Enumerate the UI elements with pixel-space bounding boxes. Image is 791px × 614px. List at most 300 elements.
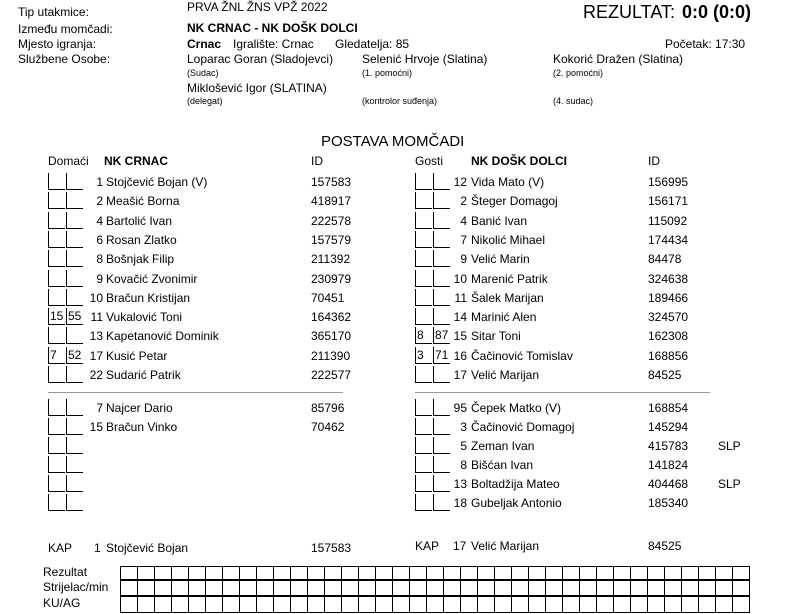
sub-minute-box[interactable] bbox=[433, 475, 450, 492]
player-number: 4 bbox=[96, 213, 103, 228]
player-number: 4 bbox=[460, 213, 467, 228]
player-id: 115092 bbox=[648, 213, 688, 228]
player-id: 324570 bbox=[648, 310, 689, 325]
sub-time-box[interactable] bbox=[415, 308, 432, 325]
sub-time-box[interactable] bbox=[415, 437, 432, 454]
scorer-cell[interactable] bbox=[562, 580, 580, 596]
scorer-cell[interactable] bbox=[307, 580, 325, 596]
scorer-cell[interactable] bbox=[494, 566, 512, 580]
official-name: Miklošević Igor (SLATINA) bbox=[187, 81, 327, 95]
player-name: Kapetanović Dominik bbox=[106, 329, 219, 344]
sub-minute-box[interactable] bbox=[66, 250, 83, 267]
scorer-cell[interactable] bbox=[426, 566, 444, 580]
scorer-cell[interactable] bbox=[273, 566, 291, 580]
sub-time-box[interactable] bbox=[48, 173, 65, 190]
player-id: 145294 bbox=[648, 420, 689, 434]
scorer-cell[interactable] bbox=[562, 596, 580, 613]
scorer-cell[interactable] bbox=[171, 596, 189, 613]
tip-label: Tip utakmice: bbox=[18, 5, 89, 19]
sub-minute-box[interactable] bbox=[66, 494, 83, 511]
sub-minute-box[interactable] bbox=[66, 173, 83, 190]
scorer-cell[interactable] bbox=[477, 566, 495, 580]
scorer-cell[interactable] bbox=[460, 596, 478, 613]
sub-time-box[interactable] bbox=[48, 250, 65, 267]
footer-scorer-label: Strijelac/min bbox=[43, 580, 109, 594]
scorer-cell[interactable] bbox=[494, 580, 512, 596]
sub-minute-box[interactable] bbox=[66, 231, 83, 248]
scorer-cell[interactable] bbox=[732, 566, 750, 580]
official-role: (2. pomoćni) bbox=[553, 68, 604, 78]
scorer-cell[interactable] bbox=[375, 580, 393, 596]
scorer-cell[interactable] bbox=[290, 580, 308, 596]
player-name: Stojčević Bojan (V) bbox=[106, 175, 208, 189]
scorer-cell[interactable] bbox=[596, 566, 614, 580]
sub-minute-box[interactable] bbox=[433, 418, 450, 435]
scorer-cell[interactable] bbox=[409, 566, 427, 580]
scorer-cell[interactable] bbox=[392, 580, 410, 596]
scorer-cell[interactable] bbox=[647, 596, 665, 613]
official-name: Loparac Goran (Sladojevci) bbox=[187, 52, 334, 66]
scorer-cell[interactable] bbox=[358, 596, 376, 613]
sub-time-box[interactable] bbox=[415, 494, 432, 511]
lineup-title: POSTAVA MOMČADI bbox=[321, 133, 465, 150]
scorer-cell[interactable] bbox=[137, 580, 155, 596]
player-name: Bišćan Ivan bbox=[471, 458, 534, 472]
sub-minute-box[interactable] bbox=[66, 327, 83, 344]
player-number: 17 bbox=[453, 368, 467, 382]
scorer-cell[interactable] bbox=[205, 566, 223, 580]
sub-minute-box[interactable] bbox=[433, 250, 450, 267]
sub-minute-box[interactable] bbox=[66, 437, 83, 454]
sub-minute-box[interactable]: 87 bbox=[435, 328, 449, 343]
player-name: Čačinović Domagoj bbox=[471, 420, 575, 434]
player-id: 211392 bbox=[311, 252, 351, 267]
scorer-cell[interactable] bbox=[375, 566, 393, 580]
sub-minute-box[interactable] bbox=[66, 399, 83, 416]
away-captain-id: 84525 bbox=[648, 539, 682, 553]
player-number: 95 bbox=[453, 401, 467, 415]
sub-minute-box[interactable] bbox=[66, 270, 83, 287]
away-side-label: Gosti bbox=[415, 154, 444, 168]
result-label: REZULTAT: bbox=[583, 2, 676, 22]
scorer-cell[interactable] bbox=[528, 580, 546, 596]
player-number: 3 bbox=[460, 420, 467, 434]
sub-minute-box[interactable] bbox=[433, 366, 450, 383]
player-number: 8 bbox=[460, 458, 467, 472]
away-captain-label: KAP bbox=[415, 539, 440, 553]
player-number: 5 bbox=[460, 439, 467, 453]
away-team-name: NK DOŠK DOLCI bbox=[471, 154, 567, 168]
scorer-cell[interactable] bbox=[154, 566, 172, 580]
scorer-cell[interactable] bbox=[205, 580, 223, 596]
sub-time-box[interactable] bbox=[48, 366, 65, 383]
player-name: Boltadžija Mateo bbox=[471, 477, 560, 491]
player-number: 18 bbox=[453, 496, 467, 510]
scorer-cell[interactable] bbox=[171, 566, 189, 580]
kickoff-time: Početak: 17:30 bbox=[665, 37, 746, 51]
sub-time-box[interactable] bbox=[48, 475, 65, 492]
sub-time-box[interactable] bbox=[415, 250, 432, 267]
player-number: 6 bbox=[96, 232, 103, 247]
player-id: 84478 bbox=[648, 252, 682, 267]
scorer-cell[interactable] bbox=[664, 566, 682, 580]
sub-time-box[interactable] bbox=[415, 231, 432, 248]
scorer-cell[interactable] bbox=[171, 580, 189, 596]
scorer-cell[interactable] bbox=[579, 580, 597, 596]
scorer-cell[interactable] bbox=[222, 580, 240, 596]
player-number: 9 bbox=[96, 271, 103, 286]
scorer-cell[interactable] bbox=[477, 596, 495, 613]
sub-minute-box[interactable] bbox=[66, 475, 83, 492]
sub-minute-box[interactable] bbox=[433, 192, 450, 209]
scorer-cell[interactable] bbox=[596, 596, 614, 613]
scorer-cell[interactable] bbox=[324, 580, 342, 596]
sub-time-box[interactable] bbox=[48, 231, 65, 248]
scorer-cell[interactable] bbox=[409, 596, 427, 613]
sub-minute-box[interactable] bbox=[433, 399, 450, 416]
player-name: Vida Mato (V) bbox=[471, 175, 545, 189]
scorer-cell[interactable] bbox=[188, 596, 206, 613]
scorer-cell[interactable] bbox=[392, 566, 410, 580]
scorer-cell[interactable] bbox=[443, 580, 461, 596]
official-name: Kokorić Dražen (Slatina) bbox=[553, 52, 684, 66]
scorer-cell[interactable] bbox=[698, 596, 716, 613]
home-captain-label: KAP bbox=[48, 541, 73, 555]
scorer-cell[interactable] bbox=[545, 596, 563, 613]
sub-minute-box[interactable] bbox=[433, 231, 450, 248]
player-number: 10 bbox=[89, 290, 103, 305]
sub-time-box[interactable] bbox=[415, 173, 432, 190]
player-name: Velić Marijan bbox=[471, 368, 540, 382]
player-name: Zeman Ivan bbox=[471, 439, 535, 453]
sub-minute-box[interactable] bbox=[66, 418, 83, 435]
scorer-cell[interactable] bbox=[647, 580, 665, 596]
sub-minute-box[interactable] bbox=[66, 212, 83, 229]
player-name: Meašić Borna bbox=[106, 194, 180, 209]
player-number: 22 bbox=[89, 368, 103, 382]
home-captain-number: 1 bbox=[94, 541, 101, 555]
home-divider bbox=[48, 392, 343, 393]
sub-minute-box[interactable] bbox=[66, 192, 83, 209]
official-role: (4. sudac) bbox=[553, 96, 594, 106]
sub-minute-box[interactable] bbox=[433, 212, 450, 229]
sub-minute-box[interactable] bbox=[433, 494, 450, 511]
scorer-cell[interactable] bbox=[426, 596, 444, 613]
player-id: 141824 bbox=[648, 458, 689, 472]
scorer-cell[interactable] bbox=[715, 580, 733, 596]
scorer-cell[interactable] bbox=[613, 580, 631, 596]
player-name: Bošnjak Filip bbox=[106, 252, 175, 267]
scorer-cell[interactable] bbox=[443, 596, 461, 613]
scorer-cell[interactable] bbox=[528, 566, 546, 580]
scorer-cell[interactable] bbox=[290, 566, 308, 580]
scorer-cell[interactable] bbox=[392, 596, 410, 613]
sub-minute-box[interactable] bbox=[433, 270, 450, 287]
player-name: Marenić Patrik bbox=[471, 271, 548, 286]
scorer-cell[interactable] bbox=[222, 596, 240, 613]
player-id: 157579 bbox=[311, 232, 352, 247]
sub-minute-box[interactable] bbox=[433, 437, 450, 454]
scorer-cell[interactable] bbox=[137, 566, 155, 580]
scorer-cell[interactable] bbox=[290, 596, 308, 613]
sub-minute-box[interactable]: 52 bbox=[68, 347, 82, 362]
sub-time-box[interactable] bbox=[415, 399, 432, 416]
player-id: 185340 bbox=[648, 496, 689, 510]
sub-time-box[interactable] bbox=[48, 437, 65, 454]
scorer-cell[interactable] bbox=[494, 596, 512, 613]
scorer-cell[interactable] bbox=[477, 580, 495, 596]
player-note: SLP bbox=[718, 439, 741, 453]
player-name: Šteger Domagoj bbox=[471, 194, 558, 209]
scorer-cell[interactable] bbox=[409, 580, 427, 596]
player-name: Sitar Toni bbox=[471, 329, 521, 344]
player-name: Rosan Zlatko bbox=[106, 232, 177, 247]
venue-value: Crnac bbox=[187, 37, 222, 51]
scorer-cell[interactable] bbox=[239, 580, 257, 596]
sub-time-box[interactable] bbox=[48, 456, 65, 473]
scorer-cell[interactable] bbox=[256, 566, 274, 580]
scorer-cell[interactable] bbox=[681, 566, 699, 580]
officials-label: Službene Osobe: bbox=[18, 52, 111, 66]
scorer-cell[interactable] bbox=[596, 580, 614, 596]
scorer-cell[interactable] bbox=[426, 580, 444, 596]
scorer-cell[interactable] bbox=[256, 596, 274, 613]
scorer-cell[interactable] bbox=[239, 566, 257, 580]
scorer-cell[interactable] bbox=[528, 596, 546, 613]
player-id: 84525 bbox=[648, 368, 682, 382]
player-number: 1 bbox=[96, 175, 103, 189]
scorer-cell[interactable] bbox=[681, 580, 699, 596]
sub-minute-box[interactable]: 55 bbox=[68, 309, 82, 324]
scorer-cell[interactable] bbox=[154, 596, 172, 613]
sub-time-box[interactable] bbox=[48, 270, 65, 287]
scorer-cell[interactable] bbox=[698, 580, 716, 596]
player-number: 14 bbox=[453, 310, 467, 325]
sub-time-box[interactable] bbox=[48, 418, 65, 435]
player-id: 415783 bbox=[648, 439, 689, 453]
scorer-cell[interactable] bbox=[562, 566, 580, 580]
player-number: 8 bbox=[96, 252, 103, 267]
player-name: Čačinović Tomislav bbox=[471, 348, 573, 363]
away-captain-number: 17 bbox=[453, 539, 467, 553]
sub-time-box[interactable] bbox=[415, 192, 432, 209]
scorer-cell[interactable] bbox=[664, 580, 682, 596]
venue-label: Mjesto igranja: bbox=[18, 37, 97, 51]
scorer-cell[interactable] bbox=[324, 566, 342, 580]
competition-name: PRVA ŽNL ŽNS VPŽ 2022 bbox=[187, 0, 328, 14]
scorer-cell[interactable] bbox=[256, 580, 274, 596]
sub-time-box[interactable]: 7 bbox=[48, 347, 65, 364]
scorer-cell[interactable] bbox=[732, 596, 750, 613]
scorer-cell[interactable] bbox=[579, 566, 597, 580]
player-id: 222578 bbox=[311, 213, 352, 228]
player-id: 85796 bbox=[311, 401, 345, 415]
official-role: (1. pomoćni) bbox=[362, 68, 413, 78]
player-number: 13 bbox=[453, 477, 467, 491]
scorer-cell[interactable] bbox=[137, 596, 155, 613]
scorer-cell[interactable] bbox=[154, 580, 172, 596]
player-name: Čepek Matko (V) bbox=[471, 401, 562, 415]
sub-time-box[interactable] bbox=[48, 289, 65, 306]
player-id: 211390 bbox=[311, 348, 351, 363]
player-id: 157583 bbox=[311, 175, 352, 189]
sub-minute-box[interactable] bbox=[433, 173, 450, 190]
player-number: 15 bbox=[89, 420, 103, 434]
player-number: 7 bbox=[96, 401, 103, 415]
sub-time-box[interactable] bbox=[48, 192, 65, 209]
scorer-cell[interactable] bbox=[307, 596, 325, 613]
official-role: (Sudac) bbox=[187, 68, 219, 78]
player-number: 7 bbox=[460, 232, 467, 247]
player-id: 164362 bbox=[311, 310, 352, 325]
player-name: Šalek Marijan bbox=[471, 290, 544, 305]
sub-time-box[interactable] bbox=[415, 270, 432, 287]
scorer-cell[interactable] bbox=[630, 596, 648, 613]
player-number: 17 bbox=[89, 348, 103, 363]
scorer-cell[interactable] bbox=[188, 580, 206, 596]
sub-minute-box[interactable]: 71 bbox=[435, 347, 449, 362]
player-name: Velić Marin bbox=[471, 252, 530, 267]
scorer-cell[interactable] bbox=[358, 580, 376, 596]
scorer-cell[interactable] bbox=[732, 580, 750, 596]
player-name: Najcer Dario bbox=[106, 401, 173, 415]
sub-time-box[interactable] bbox=[48, 399, 65, 416]
player-number: 13 bbox=[89, 329, 103, 344]
footer-result-label: Rezultat bbox=[43, 565, 88, 579]
player-id: 404468 bbox=[648, 477, 689, 491]
scorer-cell[interactable] bbox=[307, 566, 325, 580]
scorer-cell[interactable] bbox=[205, 596, 223, 613]
home-id-header: ID bbox=[311, 154, 323, 168]
scorer-cell[interactable] bbox=[545, 566, 563, 580]
away-captain-name: Velić Marijan bbox=[471, 539, 540, 553]
player-name: Sudarić Patrik bbox=[106, 368, 181, 382]
scorer-cell[interactable] bbox=[579, 596, 597, 613]
scorer-cell[interactable] bbox=[630, 566, 648, 580]
scorer-cell[interactable] bbox=[511, 596, 529, 613]
scorer-cell[interactable] bbox=[545, 580, 563, 596]
scorer-cell[interactable] bbox=[613, 596, 631, 613]
scorer-cell[interactable] bbox=[681, 596, 699, 613]
player-name: Bračun Kristijan bbox=[106, 290, 191, 305]
home-captain-id: 157583 bbox=[311, 541, 352, 555]
sub-time-box[interactable]: 3 bbox=[415, 347, 432, 364]
official-name: Selenić Hrvoje (Slatina) bbox=[362, 52, 488, 66]
player-name: Kovačić Zvonimir bbox=[106, 271, 198, 286]
sub-minute-box[interactable] bbox=[433, 308, 450, 325]
sub-minute-box[interactable] bbox=[66, 366, 83, 383]
player-number: 11 bbox=[90, 310, 103, 325]
scorer-cell[interactable] bbox=[341, 596, 359, 613]
player-id: 189466 bbox=[648, 290, 689, 305]
player-id: 230979 bbox=[311, 271, 352, 286]
official-role: (delegat) bbox=[187, 96, 223, 106]
ground-value: Igralište: Crnac bbox=[233, 37, 314, 51]
sub-time-box[interactable] bbox=[415, 289, 432, 306]
sub-time-box[interactable] bbox=[415, 212, 432, 229]
scorer-cell[interactable] bbox=[188, 566, 206, 580]
scorer-cell[interactable] bbox=[664, 596, 682, 613]
scorer-cell[interactable] bbox=[698, 566, 716, 580]
player-number: 15 bbox=[453, 329, 467, 344]
sub-minute-box[interactable] bbox=[66, 456, 83, 473]
player-name: Banić Ivan bbox=[471, 213, 528, 228]
player-name: Marinić Alen bbox=[471, 310, 537, 325]
sub-minute-box[interactable] bbox=[433, 456, 450, 473]
scorer-cell[interactable] bbox=[120, 580, 138, 596]
player-id: 418917 bbox=[311, 194, 352, 209]
sub-time-box[interactable]: 15 bbox=[50, 309, 64, 324]
scorer-cell[interactable] bbox=[460, 580, 478, 596]
player-id: 70462 bbox=[311, 420, 345, 434]
sub-time-box[interactable] bbox=[48, 494, 65, 511]
player-number: 2 bbox=[460, 194, 467, 209]
scorer-cell[interactable] bbox=[715, 596, 733, 613]
player-id: 70451 bbox=[311, 290, 345, 305]
sub-minute-box[interactable] bbox=[433, 289, 450, 306]
scorer-cell[interactable] bbox=[120, 596, 138, 613]
player-id: 174434 bbox=[648, 232, 689, 247]
sub-time-box[interactable]: 8 bbox=[415, 327, 432, 344]
scorer-cell[interactable] bbox=[222, 566, 240, 580]
scorer-cell[interactable] bbox=[443, 566, 461, 580]
player-name: Bračun Vinko bbox=[106, 420, 178, 434]
away-id-header: ID bbox=[648, 154, 660, 168]
home-team-name: NK CRNAC bbox=[104, 154, 168, 168]
scorer-cell[interactable] bbox=[273, 580, 291, 596]
teams-label: Između momčadi: bbox=[18, 22, 113, 36]
player-note: SLP bbox=[718, 477, 741, 491]
away-divider bbox=[415, 392, 710, 393]
sub-time-box[interactable] bbox=[415, 418, 432, 435]
scorer-cell[interactable] bbox=[324, 596, 342, 613]
player-id: 168856 bbox=[648, 348, 689, 363]
scorer-cell[interactable] bbox=[613, 566, 631, 580]
home-captain-name: Stojčević Bojan bbox=[106, 541, 189, 555]
scorer-cell[interactable] bbox=[630, 580, 648, 596]
scorer-cell[interactable] bbox=[511, 566, 529, 580]
scorer-cell[interactable] bbox=[358, 566, 376, 580]
scorer-cell[interactable] bbox=[341, 566, 359, 580]
scorer-cell[interactable] bbox=[273, 596, 291, 613]
player-number: 10 bbox=[453, 271, 467, 286]
player-name: Kusić Petar bbox=[106, 348, 168, 363]
scorer-cell[interactable] bbox=[647, 566, 665, 580]
home-side-label: Domaći bbox=[48, 154, 89, 168]
sub-time-box[interactable] bbox=[415, 475, 432, 492]
player-id: 162308 bbox=[648, 329, 689, 344]
scorer-cell[interactable] bbox=[375, 596, 393, 613]
scorer-cell[interactable] bbox=[715, 566, 733, 580]
player-id: 168854 bbox=[648, 401, 689, 415]
sub-time-box[interactable] bbox=[415, 456, 432, 473]
player-name: Vukalović Toni bbox=[106, 310, 183, 325]
scorer-cell[interactable] bbox=[511, 580, 529, 596]
footer-ku-ag-label: KU/AG bbox=[43, 596, 81, 610]
teams-value: NK CRNAC - NK DOŠK DOLCI bbox=[187, 21, 358, 35]
scorer-cell[interactable] bbox=[460, 566, 478, 580]
sub-time-box[interactable] bbox=[415, 366, 432, 383]
official-role: (kontrolor suđenja) bbox=[362, 96, 438, 106]
scorer-cell[interactable] bbox=[341, 580, 359, 596]
sub-time-box[interactable] bbox=[48, 327, 65, 344]
scorer-cell[interactable] bbox=[239, 596, 257, 613]
player-name: Gubeljak Antonio bbox=[471, 496, 562, 510]
player-id: 365170 bbox=[311, 329, 352, 344]
scorer-cell[interactable] bbox=[120, 566, 138, 580]
sub-time-box[interactable] bbox=[48, 212, 65, 229]
sub-minute-box[interactable] bbox=[66, 289, 83, 306]
